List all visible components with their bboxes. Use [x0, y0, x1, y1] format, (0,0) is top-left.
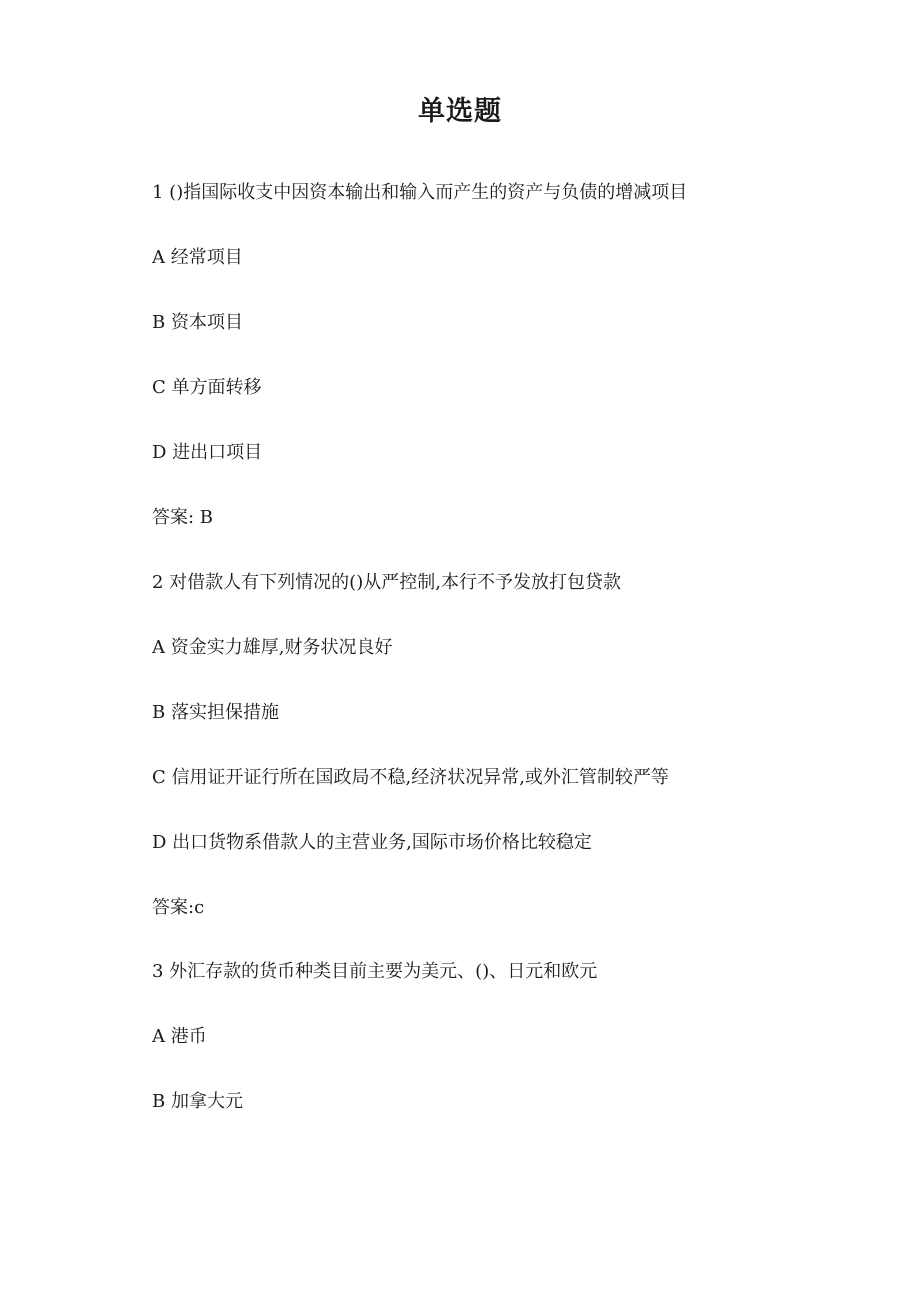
option-item: C 单方面转移 — [152, 377, 262, 398]
option-item: A 经常项目 — [152, 247, 243, 268]
question-stem: 2 对借款人有下列情况的()从严控制,本行不予发放打包贷款 — [152, 572, 621, 593]
answer-text: 答案:c — [152, 897, 205, 918]
answer-text: 答案: B — [152, 507, 214, 528]
option-item: D 出口货物系借款人的主营业务,国际市场价格比较稳定 — [152, 832, 592, 853]
option-item: A 港币 — [152, 1026, 207, 1047]
page-title: 单选题 — [418, 96, 502, 127]
option-item: C 信用证开证行所在国政局不稳,经济状况异常,或外汇管制较严等 — [152, 767, 669, 788]
option-item: B 资本项目 — [152, 312, 243, 333]
question-stem: 3 外汇存款的货币种类目前主要为美元、()、日元和欧元 — [152, 961, 598, 982]
question-stem: 1 ()指国际收支中因资本输出和输入而产生的资产与负债的增减项目 — [152, 182, 688, 203]
option-item: A 资金实力雄厚,财务状况良好 — [152, 637, 393, 658]
option-item: D 进出口项目 — [152, 442, 263, 463]
option-item: B 落实担保措施 — [152, 702, 279, 723]
option-item: B 加拿大元 — [152, 1091, 243, 1112]
